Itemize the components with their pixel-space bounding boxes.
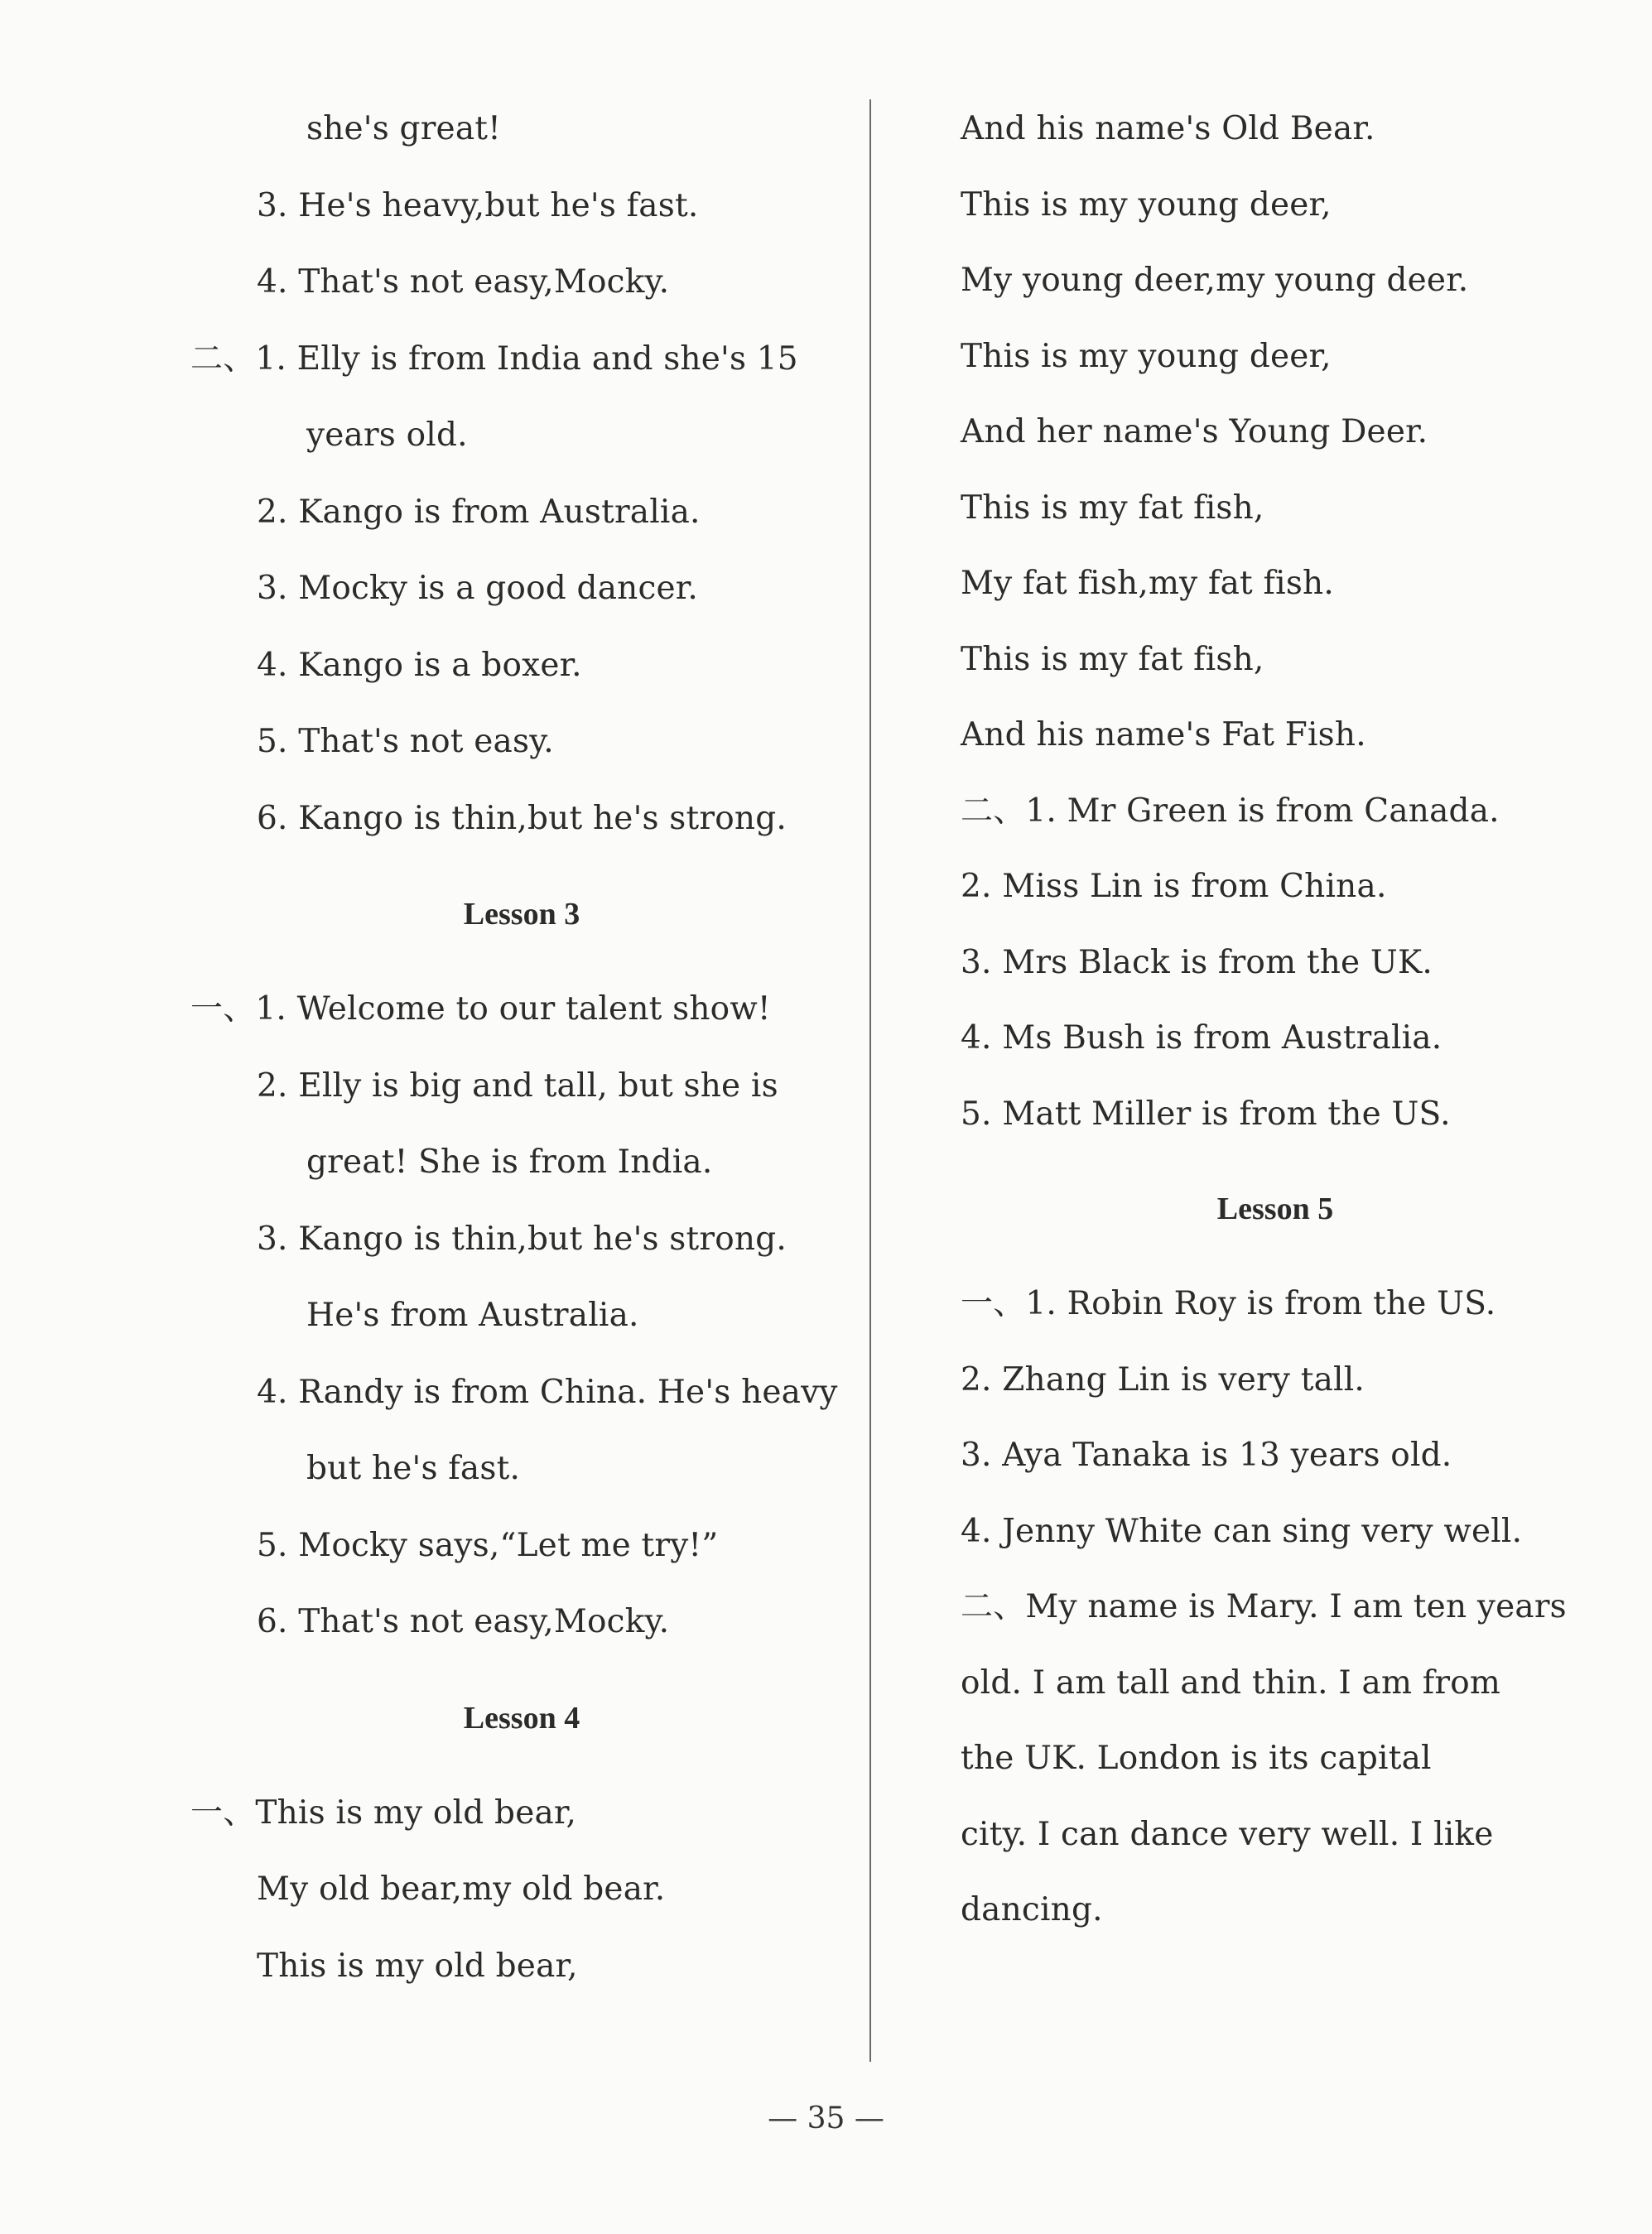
- answer-line: [190, 474, 853, 551]
- column-divider: [869, 99, 871, 2062]
- answer-line: [190, 1508, 853, 1585]
- answer-text: This is my fat fish,: [961, 640, 1264, 678]
- answer-text: My old bear,my old bear.: [257, 1870, 666, 1908]
- answer-text: My fat fish,my fat fish.: [961, 565, 1334, 602]
- answer-line: [190, 1124, 853, 1201]
- answer-line: [190, 397, 853, 474]
- answer-text: city. I can dance very well. I like: [961, 1815, 1494, 1853]
- left-column: [190, 91, 853, 2005]
- section-marker: 二、: [190, 339, 256, 378]
- lesson-3-answers: [190, 971, 853, 1661]
- answer-text: And his name's Fat Fish.: [961, 716, 1366, 753]
- lesson-4-answers: [190, 1775, 853, 2005]
- answer-line: [961, 773, 1590, 850]
- answer-text: This is my old bear,: [257, 1947, 578, 1985]
- lesson-5-heading: Lesson 5: [1216, 1192, 1334, 1226]
- answer-line: [190, 1355, 853, 1432]
- answer-text: old. I am tall and thin. I am from: [961, 1663, 1501, 1702]
- answer-line: [961, 1342, 1590, 1418]
- answer-line: [961, 1721, 1590, 1797]
- answer-text: 3. Mrs Black is from the UK.: [961, 943, 1433, 981]
- answer-line: [961, 1076, 1590, 1153]
- left-answers-lesson2: [190, 91, 853, 857]
- answer-text: This is my old bear,: [255, 1793, 577, 1832]
- right-answers-lesson4: [961, 91, 1590, 1152]
- answer-text: This is my young deer,: [961, 185, 1332, 224]
- page-number: — 35 —: [768, 2102, 884, 2135]
- answer-line: [190, 971, 853, 1048]
- answer-line: [961, 1418, 1590, 1494]
- answer-text: the UK. London is its capital: [961, 1740, 1432, 1777]
- answer-text: 2. Zhang Lin is very tall.: [961, 1360, 1365, 1399]
- section-marker: 一、: [190, 990, 256, 1028]
- answer-line: [961, 1266, 1590, 1342]
- answer-text: 2. Elly is big and tall, but she is: [257, 1066, 778, 1105]
- answer-line: [961, 546, 1590, 622]
- answer-text: And his name's Old Bear.: [961, 110, 1375, 147]
- answer-line: [190, 1048, 853, 1125]
- right-column: [961, 91, 1590, 1948]
- answer-text: 4. Ms Bush is from Australia.: [961, 1019, 1442, 1057]
- answer-line: [961, 1569, 1590, 1645]
- answer-text: 2. Kango is from Australia.: [257, 493, 701, 531]
- answer-text: 3. He's heavy,but he's fast.: [257, 186, 699, 224]
- answer-text: 4. Kango is a boxer.: [257, 646, 582, 684]
- answer-line: [190, 1851, 853, 1928]
- answer-line: [190, 551, 853, 628]
- answer-text: 6. That's not easy,Mocky.: [257, 1603, 670, 1640]
- answer-text: 1. Elly is from India and she's 15: [255, 339, 798, 378]
- answer-text: great! She is from India.: [306, 1143, 713, 1181]
- answer-line: [190, 704, 853, 781]
- answer-line: [961, 1494, 1590, 1570]
- answer-line: [190, 1928, 853, 2005]
- answer-text: 5. Mocky says,“Let me try!”: [257, 1526, 719, 1564]
- section-marker: 一、: [190, 1793, 256, 1832]
- answer-text: 1. Robin Roy is from the US.: [1025, 1285, 1496, 1322]
- answer-text: 4. Randy is from China. He's heavy: [257, 1373, 838, 1411]
- answer-line: [190, 168, 853, 245]
- answer-line: [961, 1797, 1590, 1873]
- answer-text: but he's fast.: [306, 1450, 521, 1487]
- answer-line: [190, 1201, 853, 1278]
- answer-line: [961, 470, 1590, 546]
- answer-text: My young deer,my young deer.: [961, 262, 1469, 299]
- answer-line: [961, 697, 1590, 773]
- lesson-3-heading: Lesson 3: [463, 897, 580, 932]
- answer-line: [961, 319, 1590, 395]
- answer-line: [961, 849, 1590, 925]
- answer-line: [190, 628, 853, 705]
- answer-line: [190, 1431, 853, 1508]
- answer-line: [190, 91, 853, 168]
- answer-text: 3. Kango is thin,but he's strong.: [257, 1220, 787, 1258]
- answer-line: [961, 167, 1590, 243]
- answer-text: 3. Mocky is a good dancer.: [257, 570, 698, 607]
- answer-text: 4. That's not easy,Mocky.: [257, 263, 670, 301]
- answer-line: [961, 394, 1590, 470]
- section-marker: 一、: [961, 1285, 1026, 1322]
- lesson-5-answers: [961, 1266, 1590, 1948]
- answer-text: years old.: [306, 416, 468, 454]
- answer-line: [961, 1872, 1590, 1948]
- answer-text: 1. Welcome to our talent show!: [255, 990, 771, 1028]
- answer-line: [961, 1000, 1590, 1076]
- answer-line: [190, 244, 853, 321]
- answer-text: 6. Kango is thin,but he's strong.: [257, 799, 787, 837]
- lesson-4-heading: Lesson 4: [463, 1700, 580, 1736]
- answer-text: dancing.: [961, 1891, 1103, 1928]
- answer-line: [961, 243, 1590, 319]
- answer-text: This is my young deer,: [961, 337, 1332, 375]
- answer-text: 5. That's not easy.: [257, 723, 554, 760]
- answer-line: [961, 925, 1590, 1001]
- answer-text: 5. Matt Miller is from the US.: [961, 1095, 1451, 1133]
- answer-text: This is my fat fish,: [961, 489, 1264, 527]
- answer-line: [961, 1645, 1590, 1721]
- answer-line: [190, 1278, 853, 1355]
- answer-text: 3. Aya Tanaka is 13 years old.: [961, 1437, 1452, 1474]
- answer-text: 4. Jenny White can sing very well.: [961, 1512, 1523, 1550]
- answer-line: [190, 321, 853, 398]
- answer-text: 1. Mr Green is from Canada.: [1025, 792, 1500, 830]
- section-marker: 二、: [961, 792, 1026, 830]
- answer-line: [961, 91, 1590, 167]
- answer-line: [961, 622, 1590, 698]
- answer-line: [190, 1584, 853, 1661]
- answer-text: she's great!: [306, 110, 502, 147]
- answer-text: My name is Mary. I am ten years: [1025, 1588, 1567, 1625]
- section-marker: 二、: [961, 1588, 1026, 1625]
- answer-line: [190, 1775, 853, 1852]
- answer-text: 2. Miss Lin is from China.: [961, 868, 1387, 905]
- answer-text: He's from Australia.: [306, 1297, 639, 1334]
- answer-text: And her name's Young Deer.: [961, 413, 1428, 450]
- answer-line: [190, 781, 853, 858]
